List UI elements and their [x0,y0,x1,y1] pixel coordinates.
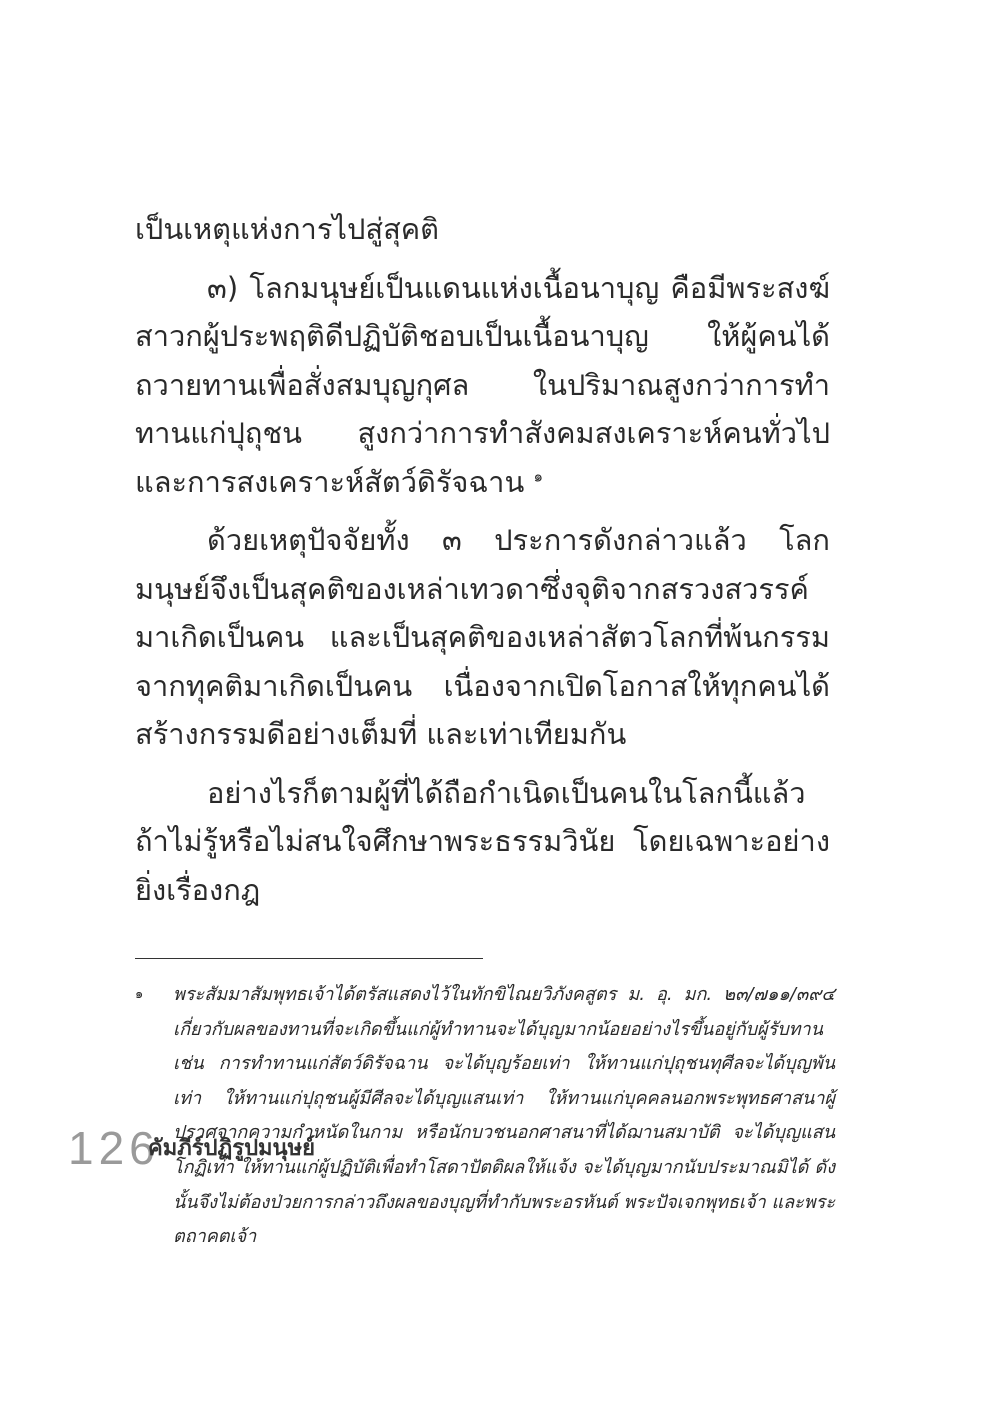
page-number: 126 [68,1122,160,1174]
paragraph-3: อย่างไรก็ตามผู้ที่ได้ถือกำเนิดเป็นคนในโลกนี้แล้ว ถ้าไม่รู้หรือไม่สนใจศึกษาพระธรรมวินัย โดยเฉพาะอย่างยิ่งเรื่องกฎ [135,775,830,907]
paragraph-1-text: ๓) โลกมนุษย์เป็นแดนแห่งเนื้อนาบุญ คือมีพระสงฆ์สาวกผู้ประพฤติดีปฏิบัติชอบเป็นเนื้อนาบุญ ให้ผู้คนได้ถวายทานเพื่อสั่งสมบุญกุศล ในปริมาณสูงกว่าการทำทานแก่ปุถุชน สูงกว่าการทำสังคมสงเคราะห์คนทั่วไป และการสงเคราะห์สัตว์ดิรัจฉาน [135,270,830,499]
paragraph-2: ด้วยเหตุปัจจัยทั้ง ๓ ประการดังกล่าวแล้ว โลกมนุษย์จึงเป็นสุคติของเหล่าเทวดาซึ่งจุติจากสรวงสวรรค์มาเกิดเป็นคน และเป็นสุคติของเหล่าสัตวโลกที่พ้นกรรมจากทุคติมาเกิดเป็นคน เนื่องจากเปิดโอกาสให้ทุกคนได้สร้างกรรมดีอย่างเต็มที่ และเท่าเทียมกัน [135,523,830,751]
footnote-divider [135,958,483,959]
main-text [135,205,830,924]
paragraph-0: เป็นเหตุแห่งการไปสู่สุคติ [135,212,440,246]
footnote-reference[interactable]: ๑ [533,466,544,485]
paragraph-1 [135,264,830,507]
footnote-mark: ๑ [135,987,144,1002]
footnote-text: พระสัมมาสัมพุทธเจ้าได้ตรัสแสดงไว้ในทักขิไณยวิภังคสูตร ม. อุ. มก. ๒๓/๗๑๑/๓๙๔ เกี่ยวกับผลของทานที่จะเกิดขึ้นแก่ผู้ทำทานจะได้บุญมากน้อยอย่างไรขึ้นอยู่กับผู้รับทาน เช่น การทำทานแก่สัตว์ดิรัจฉาน จะได้บุญร้อยเท่า ให้ทานแก่ปุถุชนทุศีลจะได้บุญพันเท่า ให้ทานแก่ปุถุชนผู้มีศีลจะได้บุญแสนเท่า ให้ทานแก่บุคคลนอกพระพุทธศาสนาผู้ปราศจากความกำหนัดในกาม หรือนักบวชนอกศาสนาที่ได้ฌานสมาบัติ จะได้บุญแสนโกฏิเท่า ให้ทานแก่ผู้ปฏิบัติเพื่อทำโสดาปัตติผลให้แจ้ง จะได้บุญมากนับประมาณมิได้ ดังนั้นจึงไม่ต้องป่วยการกล่าวถึงผลของบุญที่ทำกับพระอรหันต์ พระปัจเจกพุทธเจ้า และพระตถาคตเจ้า [173,984,835,1248]
footnote [135,978,835,1255]
book-title: คัมภีร์ปฏิรูปมนุษย์ [148,1136,315,1161]
